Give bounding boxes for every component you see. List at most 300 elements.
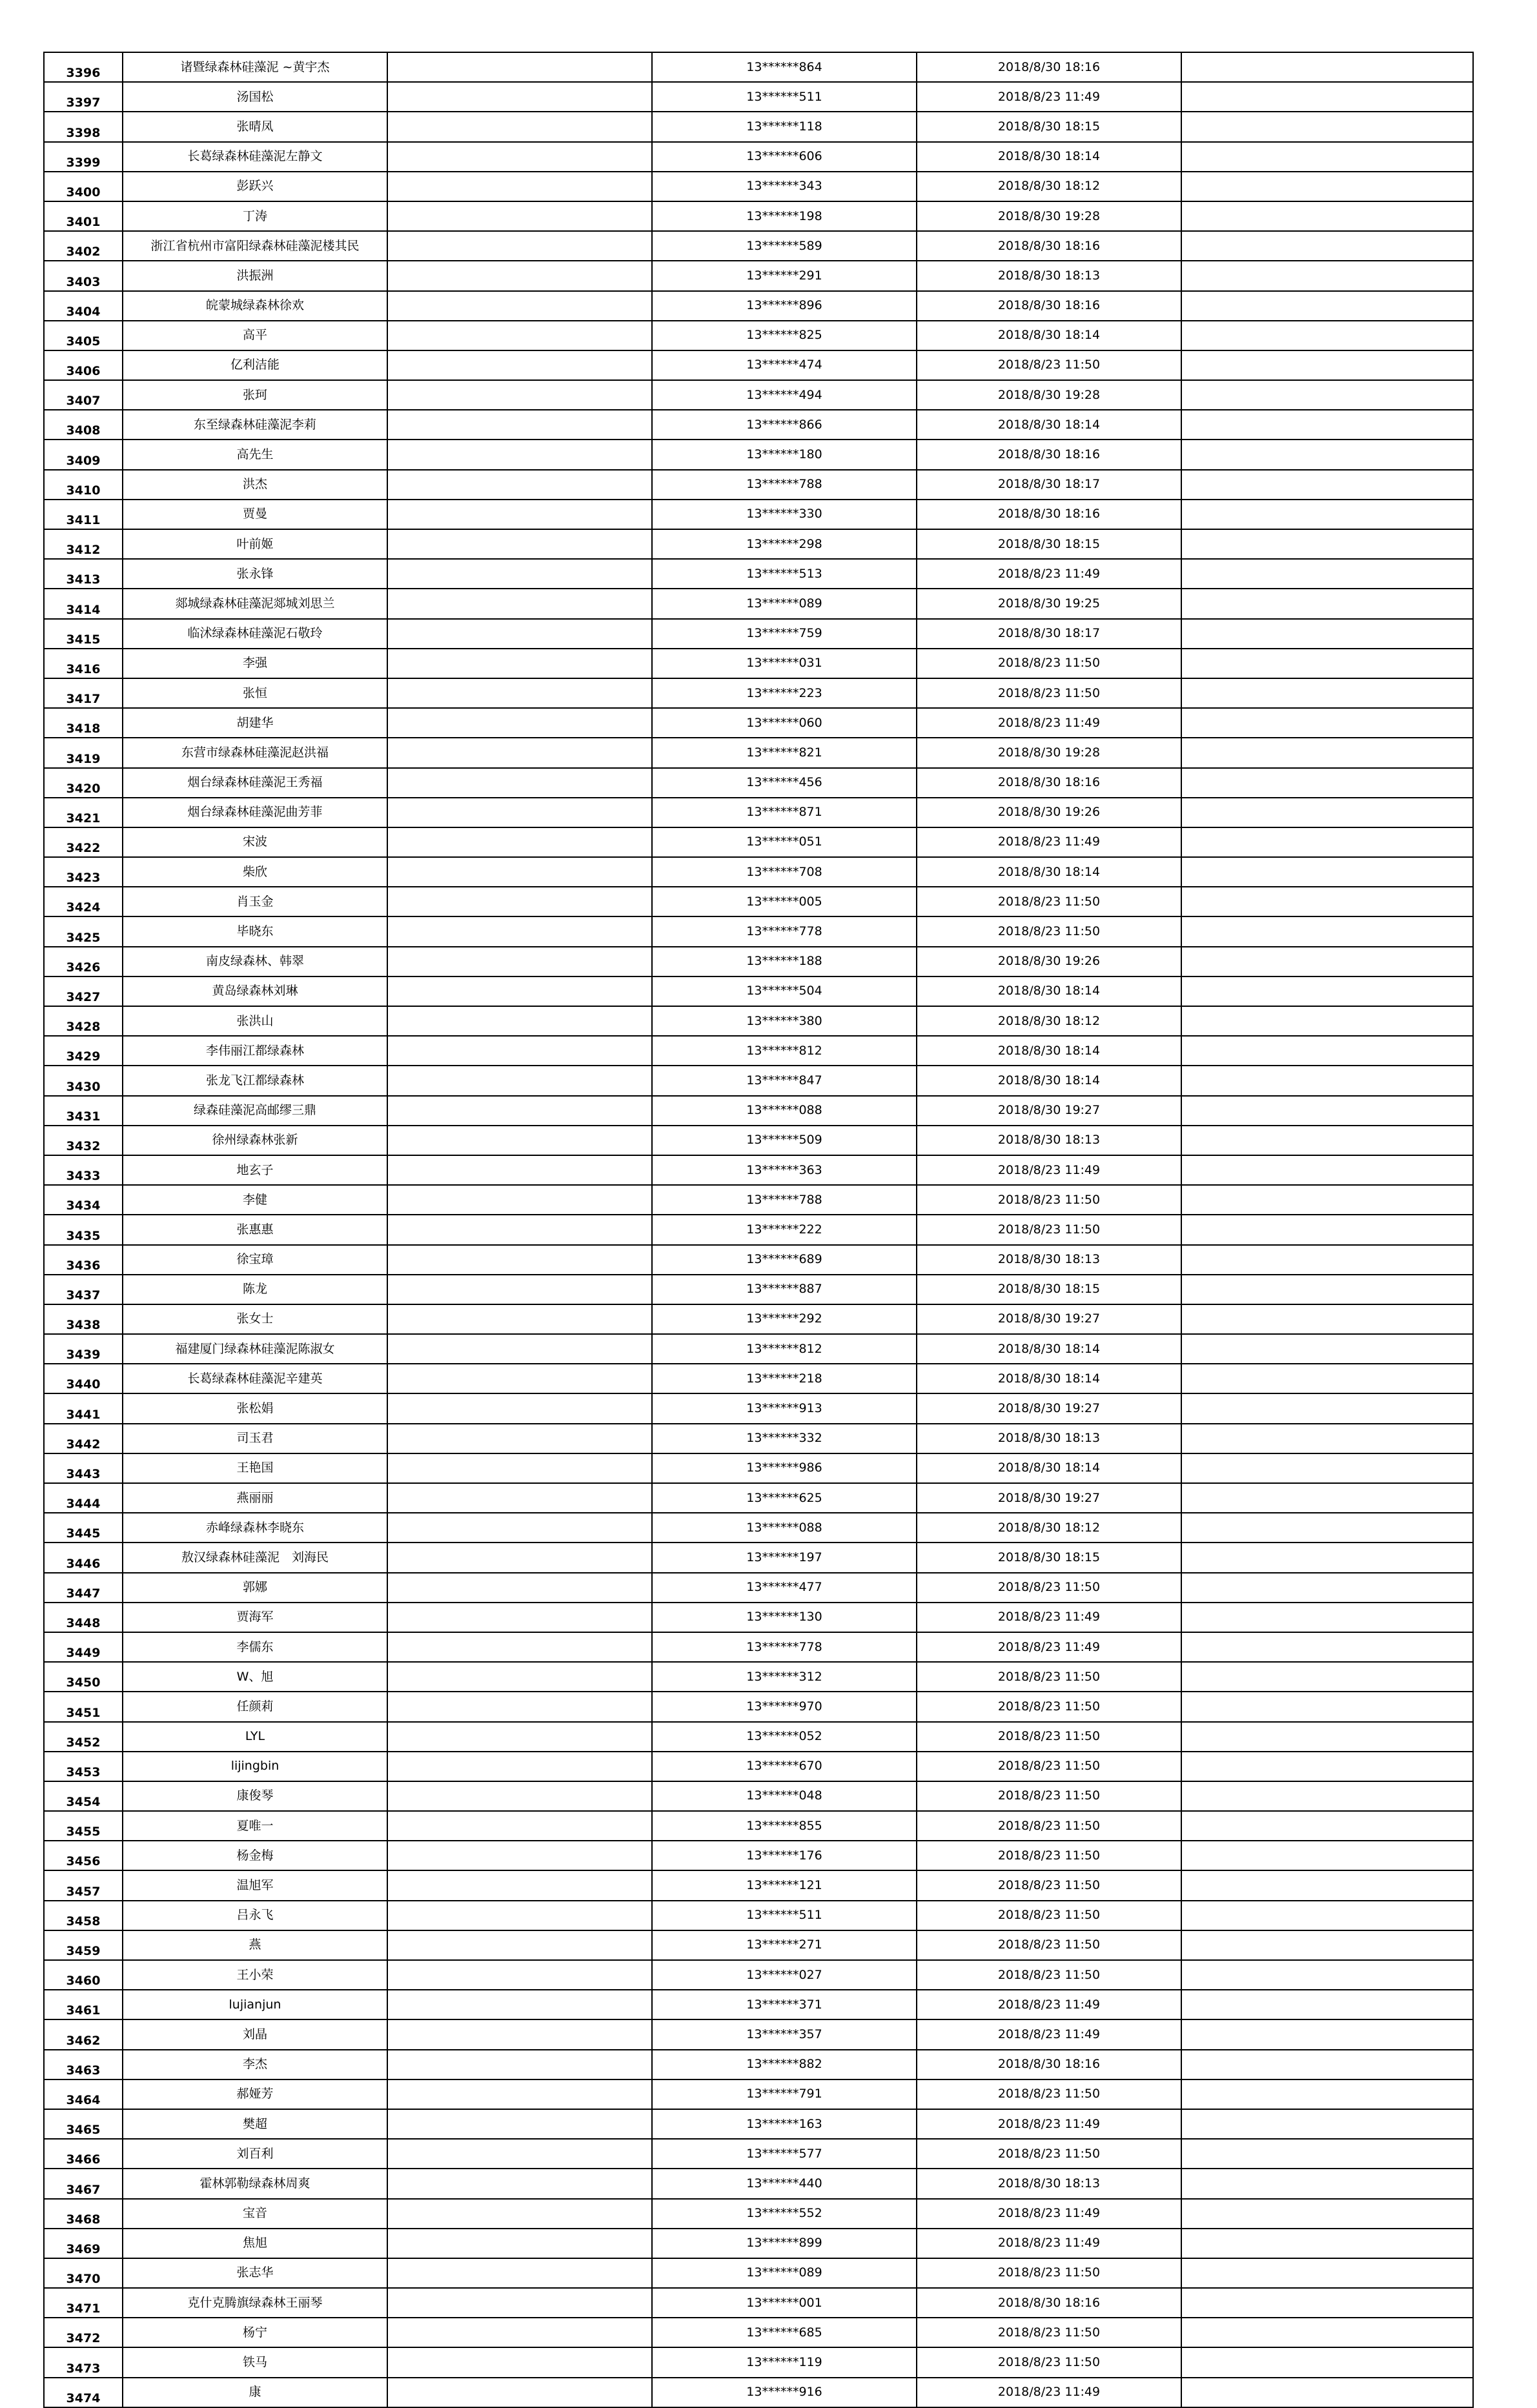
empty-cell (387, 1752, 652, 1781)
empty-cell (387, 1901, 652, 1930)
phone-cell: 13******343 (652, 172, 917, 201)
time-cell: 2018/8/23 11:50 (917, 916, 1181, 946)
row-number-cell: 3422 (44, 827, 123, 857)
name-cell: 陈龙 (123, 1275, 387, 1304)
table-row (44, 678, 1473, 708)
name-cell: 徐宝璋 (123, 1245, 387, 1275)
name-cell: 吕永飞 (123, 1901, 387, 1930)
time-cell: 2018/8/23 11:49 (917, 559, 1181, 589)
time-cell: 2018/8/23 11:50 (917, 2258, 1181, 2288)
empty-cell (387, 2229, 652, 2258)
empty-cell (387, 350, 652, 380)
empty-cell (387, 2169, 652, 2198)
time-cell: 2018/8/30 19:27 (917, 1483, 1181, 1513)
empty-cell (387, 261, 652, 290)
empty-cell (387, 1543, 652, 1572)
name-cell: 张惠惠 (123, 1215, 387, 1244)
name-cell: 刘百利 (123, 2139, 387, 2169)
phone-cell: 13******330 (652, 500, 917, 529)
name-cell: 张永锋 (123, 559, 387, 589)
phone-cell: 13******089 (652, 2258, 917, 2288)
row-number-cell: 3432 (44, 1126, 123, 1155)
time-cell: 2018/8/30 18:15 (917, 1543, 1181, 1572)
phone-cell: 13******051 (652, 827, 917, 857)
phone-cell: 13******001 (652, 2288, 917, 2318)
row-number-cell: 3450 (44, 1662, 123, 1692)
name-cell: 铁马 (123, 2347, 387, 2377)
empty-cell (387, 1811, 652, 1841)
time-cell: 2018/8/23 11:50 (917, 1573, 1181, 1603)
empty-cell (1181, 1901, 1473, 1930)
empty-cell (387, 1334, 652, 1364)
table-row (44, 1006, 1473, 1036)
empty-cell (387, 2378, 652, 2407)
row-number-cell: 3445 (44, 1513, 123, 1543)
row-number-cell: 3470 (44, 2258, 123, 2288)
empty-cell (1181, 827, 1473, 857)
phone-cell: 13******088 (652, 1096, 917, 1126)
time-cell: 2018/8/30 18:13 (917, 1424, 1181, 1453)
empty-cell (387, 887, 652, 916)
empty-cell (387, 1304, 652, 1334)
empty-cell (387, 1990, 652, 2019)
phone-cell: 13******197 (652, 1543, 917, 1572)
phone-cell: 13******477 (652, 1573, 917, 1603)
row-number-cell: 3455 (44, 1811, 123, 1841)
empty-cell (387, 1603, 652, 1632)
empty-cell (1181, 350, 1473, 380)
row-number-cell: 3409 (44, 440, 123, 469)
time-cell: 2018/8/23 11:50 (917, 2318, 1181, 2347)
time-cell: 2018/8/30 18:14 (917, 976, 1181, 1006)
name-cell: 徐州绿森林张新 (123, 1126, 387, 1155)
table-row (44, 2079, 1473, 2109)
row-number-cell: 3454 (44, 1781, 123, 1811)
empty-cell (1181, 738, 1473, 767)
row-number-cell: 3440 (44, 1364, 123, 1393)
name-cell: 康俊琴 (123, 1781, 387, 1811)
empty-cell (1181, 768, 1473, 798)
table-row (44, 291, 1473, 321)
row-number-cell: 3400 (44, 172, 123, 201)
table-row (44, 738, 1473, 767)
name-cell: 肖玉金 (123, 887, 387, 916)
row-number-cell: 3435 (44, 1215, 123, 1244)
phone-cell: 13******474 (652, 350, 917, 380)
table-row (44, 1036, 1473, 1066)
table-row (44, 1603, 1473, 1632)
empty-cell (1181, 1870, 1473, 1900)
time-cell: 2018/8/23 11:50 (917, 1662, 1181, 1692)
empty-cell (1181, 947, 1473, 976)
name-cell: 叶前姬 (123, 529, 387, 559)
row-number-cell: 3471 (44, 2288, 123, 2318)
empty-cell (1181, 976, 1473, 1006)
empty-cell (1181, 2378, 1473, 2407)
phone-cell: 13******625 (652, 1483, 917, 1513)
empty-cell (387, 2050, 652, 2079)
empty-cell (387, 1930, 652, 1960)
empty-cell (387, 470, 652, 500)
empty-cell (387, 1126, 652, 1155)
empty-cell (1181, 916, 1473, 946)
phone-cell: 13******298 (652, 529, 917, 559)
row-number-cell: 3459 (44, 1930, 123, 1960)
name-cell: 任颜莉 (123, 1692, 387, 1721)
name-cell: 张龙飞江都绿森林 (123, 1066, 387, 1095)
table-row (44, 321, 1473, 350)
empty-cell (387, 52, 652, 82)
phone-cell: 13******380 (652, 1006, 917, 1036)
name-cell: 绿森硅藻泥高邮缪三鼎 (123, 1096, 387, 1126)
time-cell: 2018/8/23 11:49 (917, 708, 1181, 738)
phone-cell: 13******456 (652, 768, 917, 798)
time-cell: 2018/8/23 11:50 (917, 1901, 1181, 1930)
name-cell: 李健 (123, 1185, 387, 1215)
name-cell: lijingbin (123, 1752, 387, 1781)
row-number-cell: 3461 (44, 1990, 123, 2019)
table-row (44, 470, 1473, 500)
name-cell: 王小荣 (123, 1960, 387, 1990)
phone-cell: 13******188 (652, 947, 917, 976)
row-number-cell: 3442 (44, 1424, 123, 1453)
phone-cell: 13******896 (652, 291, 917, 321)
time-cell: 2018/8/30 18:15 (917, 1275, 1181, 1304)
phone-cell: 13******986 (652, 1453, 917, 1483)
empty-cell (387, 82, 652, 112)
name-cell: 司玉君 (123, 1424, 387, 1453)
table-row (44, 1364, 1473, 1393)
name-cell: 彭跃兴 (123, 172, 387, 201)
empty-cell (1181, 1632, 1473, 1662)
empty-cell (387, 1096, 652, 1126)
table-row (44, 1960, 1473, 1990)
phone-cell: 13******866 (652, 410, 917, 440)
empty-cell (1181, 201, 1473, 231)
empty-cell (387, 1841, 652, 1870)
row-number-cell: 3402 (44, 231, 123, 261)
empty-cell (387, 291, 652, 321)
time-cell: 2018/8/30 18:12 (917, 1513, 1181, 1543)
empty-cell (1181, 2347, 1473, 2377)
time-cell: 2018/8/30 18:16 (917, 231, 1181, 261)
name-cell: 浙江省杭州市富阳绿森林硅藻泥楼其民 (123, 231, 387, 261)
row-number-cell: 3467 (44, 2169, 123, 2198)
row-number-cell: 3443 (44, 1453, 123, 1483)
empty-cell (1181, 1155, 1473, 1185)
phone-cell: 13******577 (652, 2139, 917, 2169)
empty-cell (1181, 1573, 1473, 1603)
time-cell: 2018/8/30 19:28 (917, 738, 1181, 767)
name-cell: 夏唯一 (123, 1811, 387, 1841)
row-number-cell: 3473 (44, 2347, 123, 2377)
empty-cell (1181, 1185, 1473, 1215)
empty-cell (387, 1483, 652, 1513)
row-number-cell: 3416 (44, 649, 123, 678)
phone-cell: 13******292 (652, 1304, 917, 1334)
phone-cell: 13******864 (652, 52, 917, 82)
time-cell: 2018/8/30 18:13 (917, 261, 1181, 290)
table-row (44, 2139, 1473, 2169)
empty-cell (1181, 321, 1473, 350)
phone-cell: 13******119 (652, 2347, 917, 2377)
table-row (44, 380, 1473, 410)
table-row (44, 142, 1473, 172)
empty-cell (387, 2079, 652, 2109)
phone-cell: 13******882 (652, 2050, 917, 2079)
row-number-cell: 3474 (44, 2378, 123, 2407)
empty-cell (387, 1870, 652, 1900)
time-cell: 2018/8/30 18:14 (917, 1036, 1181, 1066)
empty-cell (387, 738, 652, 767)
empty-cell (1181, 2258, 1473, 2288)
table-row (44, 440, 1473, 469)
row-number-cell: 3437 (44, 1275, 123, 1304)
phone-cell: 13******130 (652, 1603, 917, 1632)
name-cell: 柴欣 (123, 857, 387, 887)
empty-cell (387, 2258, 652, 2288)
row-number-cell: 3401 (44, 201, 123, 231)
row-number-cell: 3428 (44, 1006, 123, 1036)
row-number-cell: 3433 (44, 1155, 123, 1185)
table-row (44, 1513, 1473, 1543)
table-row (44, 1870, 1473, 1900)
name-cell: 克什克腾旗绿森林王丽琴 (123, 2288, 387, 2318)
row-number-cell: 3436 (44, 1245, 123, 1275)
name-cell: 李杰 (123, 2050, 387, 2079)
empty-cell (387, 1393, 652, 1423)
phone-cell: 13******871 (652, 798, 917, 827)
name-cell: 烟台绿森林硅藻泥王秀福 (123, 768, 387, 798)
table-row (44, 708, 1473, 738)
time-cell: 2018/8/30 19:27 (917, 1304, 1181, 1334)
phone-cell: 13******180 (652, 440, 917, 469)
time-cell: 2018/8/23 11:49 (917, 2229, 1181, 2258)
phone-cell: 13******778 (652, 916, 917, 946)
table-row (44, 2050, 1473, 2079)
empty-cell (387, 2347, 652, 2377)
table-row (44, 768, 1473, 798)
table-row (44, 1662, 1473, 1692)
row-number-cell: 3396 (44, 52, 123, 82)
empty-cell (1181, 500, 1473, 529)
empty-cell (387, 201, 652, 231)
table-row (44, 500, 1473, 529)
time-cell: 2018/8/23 11:50 (917, 678, 1181, 708)
table-row (44, 1752, 1473, 1781)
empty-cell (1181, 2229, 1473, 2258)
name-cell: 张珂 (123, 380, 387, 410)
row-number-cell: 3397 (44, 82, 123, 112)
empty-cell (387, 1632, 652, 1662)
phone-cell: 13******504 (652, 976, 917, 1006)
table-row (44, 1215, 1473, 1244)
time-cell: 2018/8/23 11:49 (917, 2199, 1181, 2229)
table-row (44, 1096, 1473, 1126)
row-number-cell: 3403 (44, 261, 123, 290)
table-row (44, 410, 1473, 440)
phone-cell: 13******223 (652, 678, 917, 708)
name-cell: 宝音 (123, 2199, 387, 2229)
name-cell: 烟台绿森林硅藻泥曲芳菲 (123, 798, 387, 827)
empty-cell (1181, 1811, 1473, 1841)
phone-cell: 13******788 (652, 1185, 917, 1215)
phone-cell: 13******899 (652, 2229, 917, 2258)
phone-cell: 13******689 (652, 1245, 917, 1275)
row-number-cell: 3451 (44, 1692, 123, 1721)
empty-cell (1181, 1096, 1473, 1126)
table-row (44, 857, 1473, 887)
table-row (44, 1126, 1473, 1155)
name-cell: 亿利洁能 (123, 350, 387, 380)
spreadsheet-page (43, 52, 1472, 2405)
empty-cell (1181, 1990, 1473, 2019)
time-cell: 2018/8/30 18:14 (917, 1334, 1181, 1364)
phone-cell: 13******685 (652, 2318, 917, 2347)
empty-cell (1181, 231, 1473, 261)
empty-cell (1181, 1215, 1473, 1244)
phone-cell: 13******847 (652, 1066, 917, 1095)
empty-cell (1181, 708, 1473, 738)
phone-cell: 13******089 (652, 589, 917, 618)
name-cell: W、旭 (123, 1662, 387, 1692)
name-cell: 福建厦门绿森林硅藻泥陈淑女 (123, 1334, 387, 1364)
time-cell: 2018/8/30 18:13 (917, 1245, 1181, 1275)
name-cell: 燕 (123, 1930, 387, 1960)
row-number-cell: 3441 (44, 1393, 123, 1423)
name-cell: 张志华 (123, 2258, 387, 2288)
name-cell: 黄岛绿森林刘琳 (123, 976, 387, 1006)
name-cell: 诸暨绿森林硅藻泥 ~黄宇杰 (123, 52, 387, 82)
empty-cell (387, 768, 652, 798)
phone-cell: 13******357 (652, 2019, 917, 2049)
table-row (44, 1811, 1473, 1841)
time-cell: 2018/8/23 11:50 (917, 1811, 1181, 1841)
empty-cell (387, 589, 652, 618)
empty-cell (387, 619, 652, 649)
empty-cell (1181, 1364, 1473, 1393)
empty-cell (1181, 1543, 1473, 1572)
phone-cell: 13******312 (652, 1662, 917, 1692)
empty-cell (387, 380, 652, 410)
phone-cell: 13******027 (652, 1960, 917, 1990)
phone-cell: 13******048 (652, 1781, 917, 1811)
name-cell: LYL (123, 1722, 387, 1752)
empty-cell (387, 1781, 652, 1811)
row-number-cell: 3412 (44, 529, 123, 559)
empty-cell (1181, 410, 1473, 440)
name-cell: 胡建华 (123, 708, 387, 738)
empty-cell (1181, 2199, 1473, 2229)
table-row (44, 619, 1473, 649)
name-cell: 樊超 (123, 2109, 387, 2139)
name-cell: 李伟丽江都绿森林 (123, 1036, 387, 1066)
name-cell: 皖蒙城绿森林徐欢 (123, 291, 387, 321)
time-cell: 2018/8/30 18:14 (917, 142, 1181, 172)
name-cell: 贾海军 (123, 1603, 387, 1632)
empty-cell (387, 1722, 652, 1752)
table-row (44, 1930, 1473, 1960)
row-number-cell: 3425 (44, 916, 123, 946)
row-number-cell: 3406 (44, 350, 123, 380)
row-number-cell: 3457 (44, 1870, 123, 1900)
empty-cell (387, 1960, 652, 1990)
row-number-cell: 3431 (44, 1096, 123, 1126)
empty-cell (387, 440, 652, 469)
name-cell: 康 (123, 2378, 387, 2407)
table-row (44, 1424, 1473, 1453)
table-row (44, 1185, 1473, 1215)
empty-cell (1181, 887, 1473, 916)
empty-cell (387, 1155, 652, 1185)
empty-cell (387, 976, 652, 1006)
empty-cell (387, 1006, 652, 1036)
name-cell: lujianjun (123, 1990, 387, 2019)
empty-cell (1181, 798, 1473, 827)
empty-cell (1181, 1930, 1473, 1960)
table-row (44, 947, 1473, 976)
row-number-cell: 3427 (44, 976, 123, 1006)
name-cell: 张洪山 (123, 1006, 387, 1036)
empty-cell (1181, 1393, 1473, 1423)
name-cell: 敖汉绿森林硅藻泥 刘海民 (123, 1543, 387, 1572)
row-number-cell: 3453 (44, 1752, 123, 1781)
table-row (44, 172, 1473, 201)
time-cell: 2018/8/30 18:13 (917, 1126, 1181, 1155)
row-number-cell: 3462 (44, 2019, 123, 2049)
time-cell: 2018/8/23 11:50 (917, 1930, 1181, 1960)
time-cell: 2018/8/30 18:15 (917, 112, 1181, 141)
phone-cell: 13******913 (652, 1393, 917, 1423)
time-cell: 2018/8/30 18:16 (917, 52, 1181, 82)
row-number-cell: 3411 (44, 500, 123, 529)
name-cell: 临沭绿森林硅藻泥石敬玲 (123, 619, 387, 649)
name-cell: 赤峰绿森林李晓东 (123, 1513, 387, 1543)
row-number-cell: 3421 (44, 798, 123, 827)
name-cell: 汤国松 (123, 82, 387, 112)
empty-cell (1181, 857, 1473, 887)
phone-cell: 13******778 (652, 1632, 917, 1662)
empty-cell (387, 529, 652, 559)
phone-cell: 13******759 (652, 619, 917, 649)
time-cell: 2018/8/30 19:28 (917, 380, 1181, 410)
time-cell: 2018/8/30 18:12 (917, 1006, 1181, 1036)
time-cell: 2018/8/23 11:49 (917, 1632, 1181, 1662)
table-row (44, 52, 1473, 82)
empty-cell (1181, 2139, 1473, 2169)
time-cell: 2018/8/30 18:14 (917, 857, 1181, 887)
name-cell: 南皮绿森林、韩翠 (123, 947, 387, 976)
phone-cell: 13******855 (652, 1811, 917, 1841)
empty-cell (1181, 1424, 1473, 1453)
empty-cell (387, 1424, 652, 1453)
empty-cell (1181, 1483, 1473, 1513)
table-row (44, 1543, 1473, 1572)
table-row (44, 1334, 1473, 1364)
time-cell: 2018/8/30 19:26 (917, 947, 1181, 976)
table-row (44, 2019, 1473, 2049)
phone-cell: 13******511 (652, 82, 917, 112)
empty-cell (1181, 1334, 1473, 1364)
time-cell: 2018/8/23 11:49 (917, 827, 1181, 857)
table-row (44, 2169, 1473, 2198)
empty-cell (1181, 2288, 1473, 2318)
empty-cell (387, 2199, 652, 2229)
table-row (44, 1275, 1473, 1304)
table-row (44, 589, 1473, 618)
phone-cell: 13******887 (652, 1275, 917, 1304)
time-cell: 2018/8/23 11:50 (917, 2079, 1181, 2109)
